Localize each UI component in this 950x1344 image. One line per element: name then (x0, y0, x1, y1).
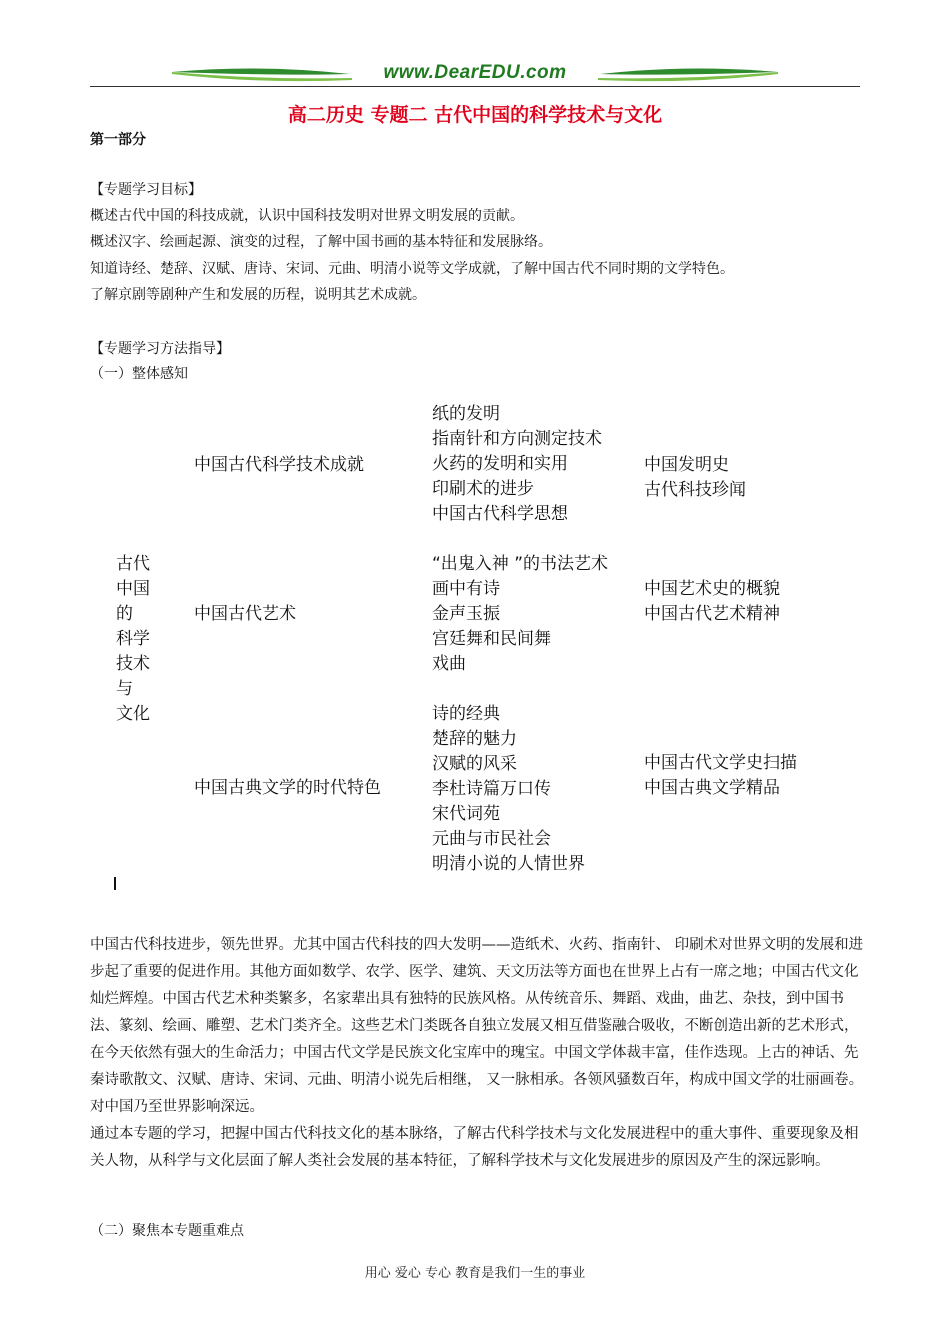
logo-text: www.DearEDU.com (383, 62, 567, 83)
branch-extra: 中国发明史 (644, 455, 729, 475)
root-char: 中国 (116, 579, 150, 599)
root-char: 古代 (116, 554, 150, 574)
goal-item: 概述古代中国的科技成就，认识中国科技发明对世界文明发展的贡献。 (90, 208, 524, 224)
branch-item: 中国古代科学思想 (432, 504, 568, 524)
branch-name: 中国古典文学的时代特色 (194, 778, 381, 798)
root-char: 与 (116, 679, 133, 699)
root-char: 技术 (116, 654, 150, 674)
branch-item: 指南针和方向测定技术 (432, 429, 602, 449)
branch-name: 中国古代科学技术成就 (194, 455, 364, 475)
branch-item: 汉赋的风采 (432, 754, 517, 774)
branch-item: 金声玉振 (432, 604, 500, 624)
branch-item: 画中有诗 (432, 579, 500, 599)
branch-extras (644, 751, 797, 801)
branch-item: 诗的经典 (432, 704, 500, 724)
branch-item: 明清小说的人情世界 (432, 854, 585, 874)
branch-items (432, 552, 608, 677)
branch-item: 元曲与市民社会 (432, 829, 551, 849)
page-footer: 用心 爱心 专心 教育是我们一生的事业 (364, 1266, 586, 1281)
branch-item: 宫廷舞和民间舞 (432, 629, 551, 649)
branch-items (432, 702, 585, 877)
method-heading: 【专题学习方法指导】 (90, 341, 230, 357)
body-paragraph: 通过本专题的学习，把握中国古代科技文化的基本脉络，了解古代科学技术与文化发展进程中的重大事件、重要现象及相关人物，从科学与文化层面了解人类社会发展的基本特征，了解科学技术与文化发展进步的原因及产生的深远影响。 (90, 1126, 859, 1169)
branch-item: 印刷术的进步 (432, 479, 534, 499)
branch-item: “出鬼入神 ”的书法艺术 (432, 554, 609, 574)
goal-item: 了解京剧等剧种产生和发展的历程，说明其艺术成就。 (90, 287, 426, 303)
branch-extra: 古代科技珍闻 (644, 480, 746, 500)
page-title: 高二历史 专题二 古代中国的科学技术与文化 (287, 104, 663, 126)
diagram-root (116, 552, 156, 727)
root-char: 文化 (116, 704, 150, 724)
root-char: 的 (116, 604, 133, 624)
section-heading: （二）聚焦本专题重难点 (90, 1223, 244, 1239)
branch-extras (644, 577, 780, 627)
branch-item: 纸的发明 (432, 404, 500, 424)
branch-name: 中国古代艺术 (194, 604, 296, 624)
branch-item: 戏曲 (432, 654, 466, 674)
branch-extra: 中国古代文学史扫描 (644, 753, 797, 773)
branch-item: 宋代词苑 (432, 804, 500, 824)
branch-item: 楚辞的魅力 (432, 729, 517, 749)
branch-item: 火药的发明和实用 (432, 454, 568, 474)
branch-extra: 中国艺术史的概貌 (644, 579, 780, 599)
goals-heading: 【专题学习目标】 (90, 182, 202, 198)
branch-item: 李杜诗篇万口传 (432, 779, 551, 799)
body-paragraph: 中国古代科技进步，领先世界。尤其中国古代科技的四大发明——造纸术、火药、指南针、 印刷术对世界文明的发展和进步起了重要的促进作用。其他方面如数学、农学、医学、建筑、天文历法等方面也在世界上占有一席之地；中国古代文化灿烂辉煌。中国古代艺术种类繁多，名家辈出具有独特的民族风格。从传统音乐、舞蹈、戏曲，曲艺、杂技，到中国书法、篆刻、绘画、雕塑、艺术门类齐全。这些艺术门类既各自独立发展又相互借鉴融合吸收，不断创造出新的艺术形式，在今天依然有强大的生命活力；中国古代文学是民族文化宝库中的瑰宝。中国文学体裁丰富，佳作迭现。上古的神话、先秦诗歌散文、汉赋、唐诗、宋词、元曲、明清小说先后相继， 又一脉相承。各领风骚数百年，构成中国文学的壮丽画卷。对中国乃至世界影响深远。 (90, 937, 864, 1115)
goal-item: 概述汉字、绘画起源、演变的过程，了解中国书画的基本特征和发展脉络。 (90, 234, 552, 250)
part-heading: 第一部分 (90, 132, 146, 148)
goal-item: 知道诗经、楚辞、汉赋、唐诗、宋词、元曲、明清小说等文学成就，了解中国古代不同时期的文学特色。 (90, 261, 734, 277)
branch-extra: 中国古典文学精品 (644, 778, 780, 798)
branch-extras (644, 453, 746, 503)
text-cursor (114, 877, 116, 890)
branch-items (432, 402, 602, 527)
branch-extra: 中国古代艺术精神 (644, 604, 780, 624)
root-char: 科学 (116, 629, 150, 649)
method-sub-heading: （一）整体感知 (90, 366, 188, 382)
body-text (90, 932, 865, 1175)
